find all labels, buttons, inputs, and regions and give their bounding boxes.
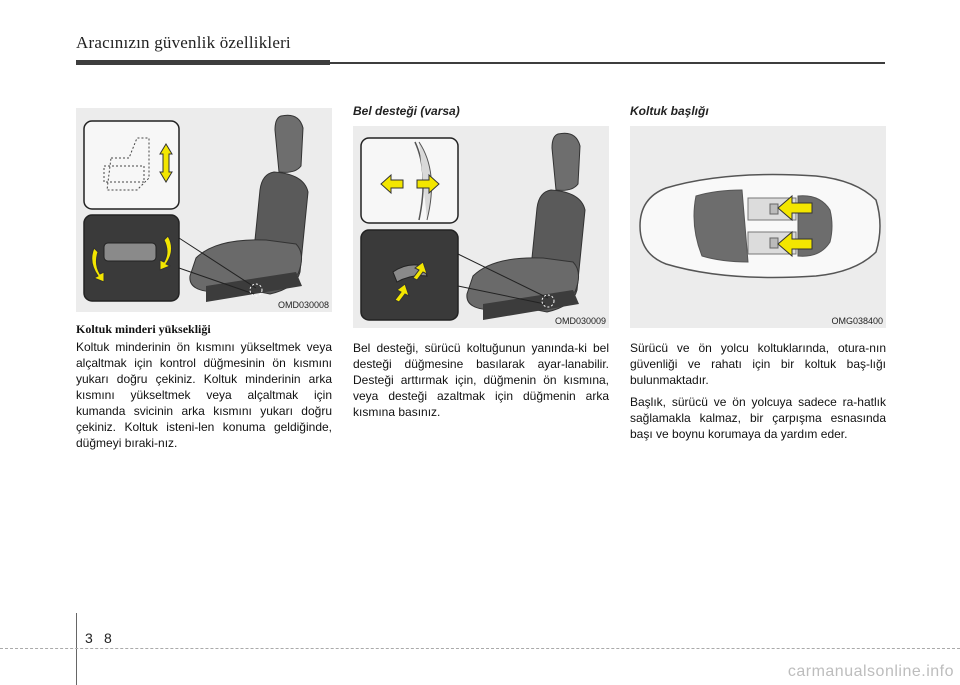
column-seat-cushion-height <box>76 100 332 451</box>
watermark-text: carmanualsonline.info <box>787 663 954 680</box>
figure-code: OMG038400 <box>831 316 883 326</box>
figure-seat-cushion <box>76 108 332 312</box>
inset-lumbar-outline <box>361 138 458 223</box>
seat-cushion-illustration <box>76 108 332 312</box>
column-headrest <box>630 100 886 442</box>
section-subheading: Koltuk minderi yüksekliği <box>76 322 211 336</box>
body-paragraph: Bel desteği, sürücü koltuğunun yanında-ki bel desteği düğmesine basılarak ayar-lanabilir. Desteği arttırmak için, düğmenin ön kısmına, veya desteği azaltmak için düğmenin arka kısmına basınız. <box>353 341 609 419</box>
section-title: Bel desteği (varsa) <box>353 104 460 118</box>
page-header-title: Aracınızın güvenlik özellikleri <box>76 33 291 52</box>
footer-divider-vertical <box>76 613 77 685</box>
column-lumbar-support <box>353 100 609 420</box>
header-rule-thin <box>330 62 885 64</box>
page-section-number: 3 <box>85 630 93 646</box>
figure-code: OMD030008 <box>277 300 329 310</box>
page-number: 8 <box>104 630 112 646</box>
footer-divider-dashed <box>0 648 960 649</box>
figure-lumbar <box>353 126 609 328</box>
body-paragraph: Sürücü ve ön yolcu koltuklarında, otura-nın güvenliği ve rahatı için bir koltuk baş-lığı bulunmaktadır. <box>630 341 886 387</box>
figure-headrest <box>630 126 886 328</box>
body-paragraph: Başlık, sürücü ve ön yolcuya sadece ra-hatlık sağlamakla kalmaz, bir çarpışma esnasında başı ve boynu korumaya da yardım eder. <box>630 395 886 441</box>
lumbar-illustration <box>353 126 609 328</box>
section-title: Koltuk başlığı <box>630 104 709 118</box>
header-rule-thick <box>76 60 330 65</box>
car-top-view-icon <box>640 175 880 278</box>
figure-code: OMD030009 <box>554 316 606 326</box>
body-paragraph: Koltuk minderinin ön kısmını yükseltmek veya alçaltmak için kontrol düğmesinin ön kısmını yukarı doğru çekiniz. Koltuk minderinin arka kısmını yükseltmek veya alçaltmak için kumanda svicinin arka kısmını yukarı doğru çekiniz. Koltuk isteni-len konuma geldiğinde, düğmeyi bıraki-nız. <box>76 340 332 450</box>
car-top-view-illustration <box>630 126 886 328</box>
